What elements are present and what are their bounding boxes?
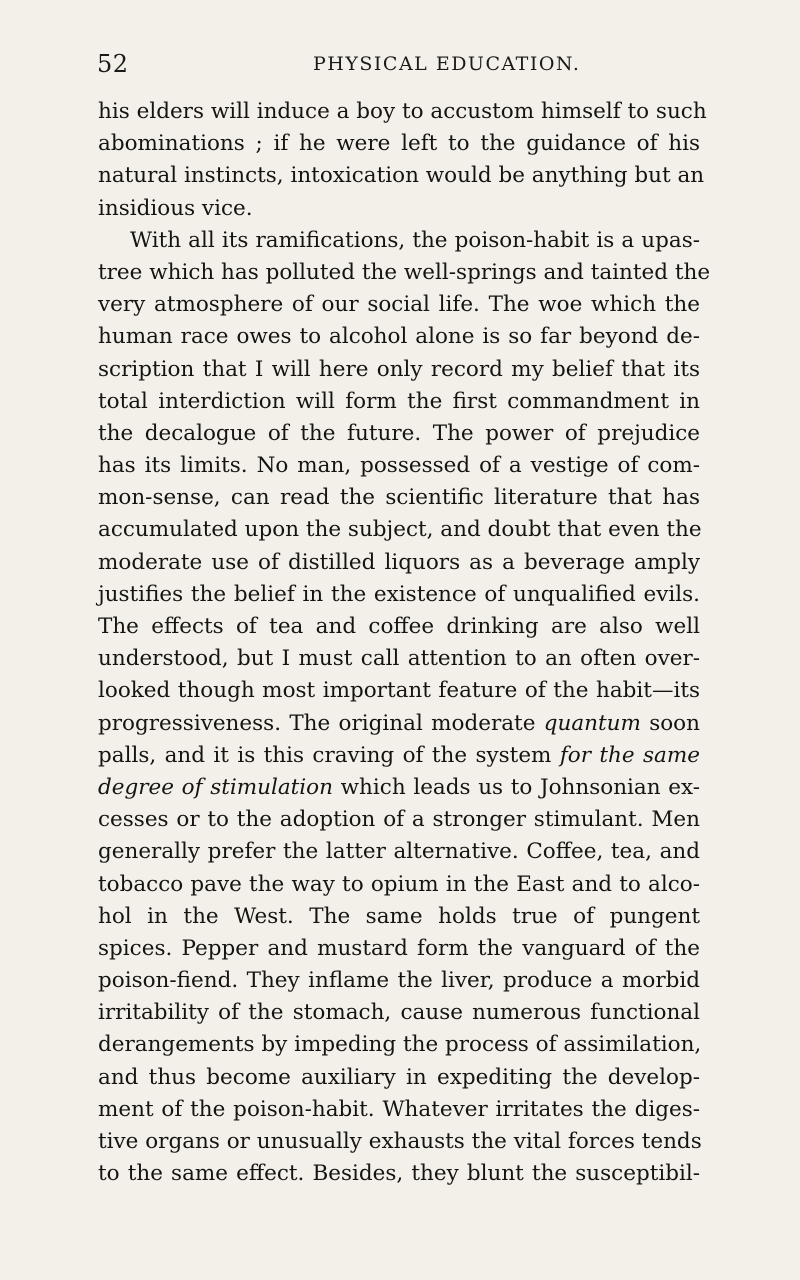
text-line: insidious vice. (98, 195, 253, 221)
text-line: his elders will induce a boy to accustom himself to such (98, 99, 707, 124)
text-line (98, 772, 700, 804)
text-line: the decalogue of the future. The power of prejudice (98, 420, 700, 446)
body-text (98, 96, 711, 1190)
text-line: understood, but I must call attention to an often over- (98, 646, 700, 672)
text-line: With all its ramifications, the poison-habit is a upas- (130, 227, 700, 253)
text-line (98, 708, 700, 740)
text-line: poison-fiend. They inflame the liver, produce a morbid (98, 968, 700, 994)
text-line: very atmosphere of our social life. The woe which the (98, 292, 700, 318)
text-line: The effects of tea and coffee drinking are also well (98, 614, 700, 639)
italic-text: degree of stimulation (98, 774, 333, 800)
text-line: to the same effect. Besides, they blunt the susceptibil- (98, 1161, 700, 1187)
text-line: human race owes to alcohol alone is so far beyond de- (98, 324, 700, 350)
text-run: which leads us to Johnsonian ex- (340, 774, 700, 800)
text-run: progressiveness. The original moderate (98, 710, 536, 736)
text-run: palls, and it is this craving of the system (98, 742, 552, 768)
text-line: tree which has polluted the well-springs and tainted the (98, 259, 711, 285)
text-run: soon (649, 710, 700, 736)
text-line: tive organs or unusually exhausts the vital forces tends (98, 1129, 702, 1154)
text-line: moderate use of distilled liquors as a beverage amply (98, 549, 700, 575)
italic-text: for the same (559, 742, 700, 768)
text-line: justifies the belief in the existence of unqualified evils. (98, 581, 700, 607)
text-line: natural instincts, intoxication would be anything but an (98, 163, 705, 189)
text-line: abominations ; if he were left to the guidance of his (98, 131, 700, 157)
text-line: irritability of the stomach, cause numerous functional (98, 1000, 700, 1026)
text-line: scription that I will here only record my belief that its (98, 356, 700, 382)
text-line: accumulated upon the subject, and doubt that even the (98, 517, 702, 543)
text-line: total interdiction will form the first commandment in (98, 388, 700, 414)
running-header (97, 50, 697, 80)
text-line: mon-sense, can read the scientific literature that has (98, 485, 700, 511)
text-line: ment of the poison-habit. Whatever irritates the diges- (98, 1096, 700, 1122)
text-line: generally prefer the latter alternative. Coffee, tea, and (98, 839, 700, 865)
running-title: PHYSICAL EDUCATION. (313, 53, 581, 75)
italic-text: quantum (543, 710, 641, 736)
text-line: and thus become auxiliary in expediting the develop- (98, 1064, 700, 1090)
text-line: has its limits. No man, possessed of a vestige of com- (98, 453, 700, 479)
text-line: tobacco pave the way to opium in the East and to alco- (98, 871, 700, 897)
page-number: 52 (97, 50, 129, 78)
text-line: cesses or to the adoption of a stronger stimulant. Men (98, 807, 700, 833)
text-line: derangements by impeding the process of assimilation, (98, 1032, 702, 1058)
text-line: hol in the West. The same holds true of pungent (98, 903, 700, 929)
text-line (98, 740, 700, 772)
text-line: looked though most important feature of the habit—its (98, 678, 700, 704)
text-line: spices. Pepper and mustard form the vanguard of the (98, 935, 700, 961)
